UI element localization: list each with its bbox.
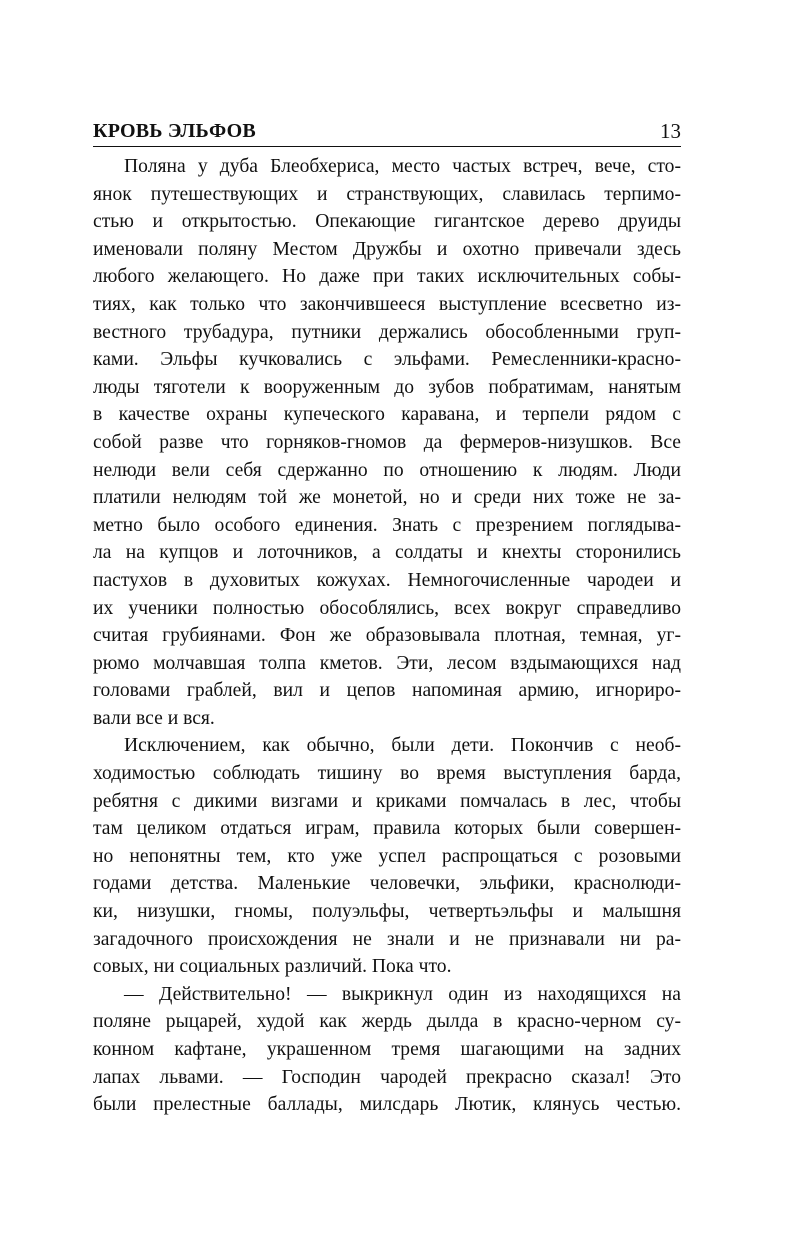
book-page <box>93 110 681 1119</box>
page-number: 13 <box>660 119 681 143</box>
text-line: конном кафтане, украшенном тремя шагающими на задних <box>93 1039 681 1060</box>
running-title: КРОВЬ ЭЛЬФОВ <box>93 120 256 142</box>
text-line: их ученики полностью обособлялись, всех вокруг справедливо <box>93 597 681 619</box>
text-line: вестного трубадура, путники держались обособленными груп- <box>93 321 681 343</box>
text-line: янок путешествующих и странствующих, славилась терпимо- <box>93 183 681 205</box>
text-line: платили нелюдям той же монетой, но и среди них тоже не за- <box>93 487 681 509</box>
text-line: Исключением, как обычно, были дети. Покончив с необ- <box>124 735 681 757</box>
running-head <box>93 110 681 147</box>
text-line: любого желающего. Но даже при таких исключительных собы- <box>93 266 681 288</box>
text-line: пастухов в духовитых кожухах. Немногочисленные чародеи и <box>93 569 681 591</box>
text-line: там целиком отдаться играм, правила которых были совершен- <box>93 818 681 840</box>
text-line: метно было особого единения. Знать с презрением поглядыва- <box>93 514 681 536</box>
text-line: загадочного происхождения не знали и не признавали ни ра- <box>93 928 681 950</box>
text-line: ла на купцов и лоточников, а солдаты и кнехты сторонились <box>93 542 681 564</box>
text-line: в качестве охраны купеческого каравана, и терпели рядом с <box>93 404 681 426</box>
body-text <box>93 153 681 1119</box>
text-line: совых, ни социальных различий. Пока что. <box>93 956 452 978</box>
text-line: стью и открытостью. Опекающие гигантское дерево друиды <box>93 211 681 233</box>
text-line: годами детства. Маленькие человечки, эльфики, краснолюди- <box>93 873 681 895</box>
text-line: головами граблей, вил и цепов напоминая армию, игнориро- <box>93 680 681 702</box>
text-line: но непонятны тем, кто уже успел распрощаться с розовыми <box>93 845 681 867</box>
text-line: — Действительно! — выкрикнул один из находящихся на <box>124 983 681 1005</box>
text-line: поляне рыцарей, худой как жердь дылда в красно-черном су- <box>93 1011 681 1033</box>
text-line: ки, низушки, гномы, полуэльфы, четвертьэльфы и малышня <box>93 901 681 923</box>
text-line: собой разве что горняков-гномов да фермеров-низушков. Все <box>93 431 681 453</box>
text-line: лапах львами. — Господин чародей прекрасно сказал! Это <box>93 1066 681 1088</box>
text-line: ходимостью соблюдать тишину во время выступления барда, <box>93 763 681 785</box>
text-line: именовали поляну Местом Дружбы и охотно привечали здесь <box>93 238 681 260</box>
text-line: нелюди вели себя сдержанно по отношению к людям. Люди <box>93 459 681 481</box>
paragraph-3 <box>93 981 681 1119</box>
text-line: рюмо молчавшая толпа кметов. Эти, лесом вздымающихся над <box>93 652 681 674</box>
paragraph-1 <box>93 153 681 732</box>
text-line: были прелестные баллады, милсдарь Лютик, клянусь честью. <box>93 1094 681 1116</box>
paragraph-2 <box>93 732 681 980</box>
text-line: тиях, как только что закончившееся выступление всесветно из- <box>93 293 681 315</box>
text-line: ребятня с дикими визгами и криками помчалась в лес, чтобы <box>93 790 681 812</box>
text-line: вали все и вся. <box>93 707 215 729</box>
text-line: ками. Эльфы кучковались с эльфами. Ремесленники-красно- <box>93 349 681 371</box>
text-line: люды тяготели к вооруженным до зубов побратимам, нанятым <box>93 376 681 398</box>
text-line: считая грубиянами. Фон же образовывала плотная, темная, уг- <box>93 625 681 647</box>
text-line: Поляна у дуба Блеобхериса, место частых встреч, вече, сто- <box>124 156 681 177</box>
